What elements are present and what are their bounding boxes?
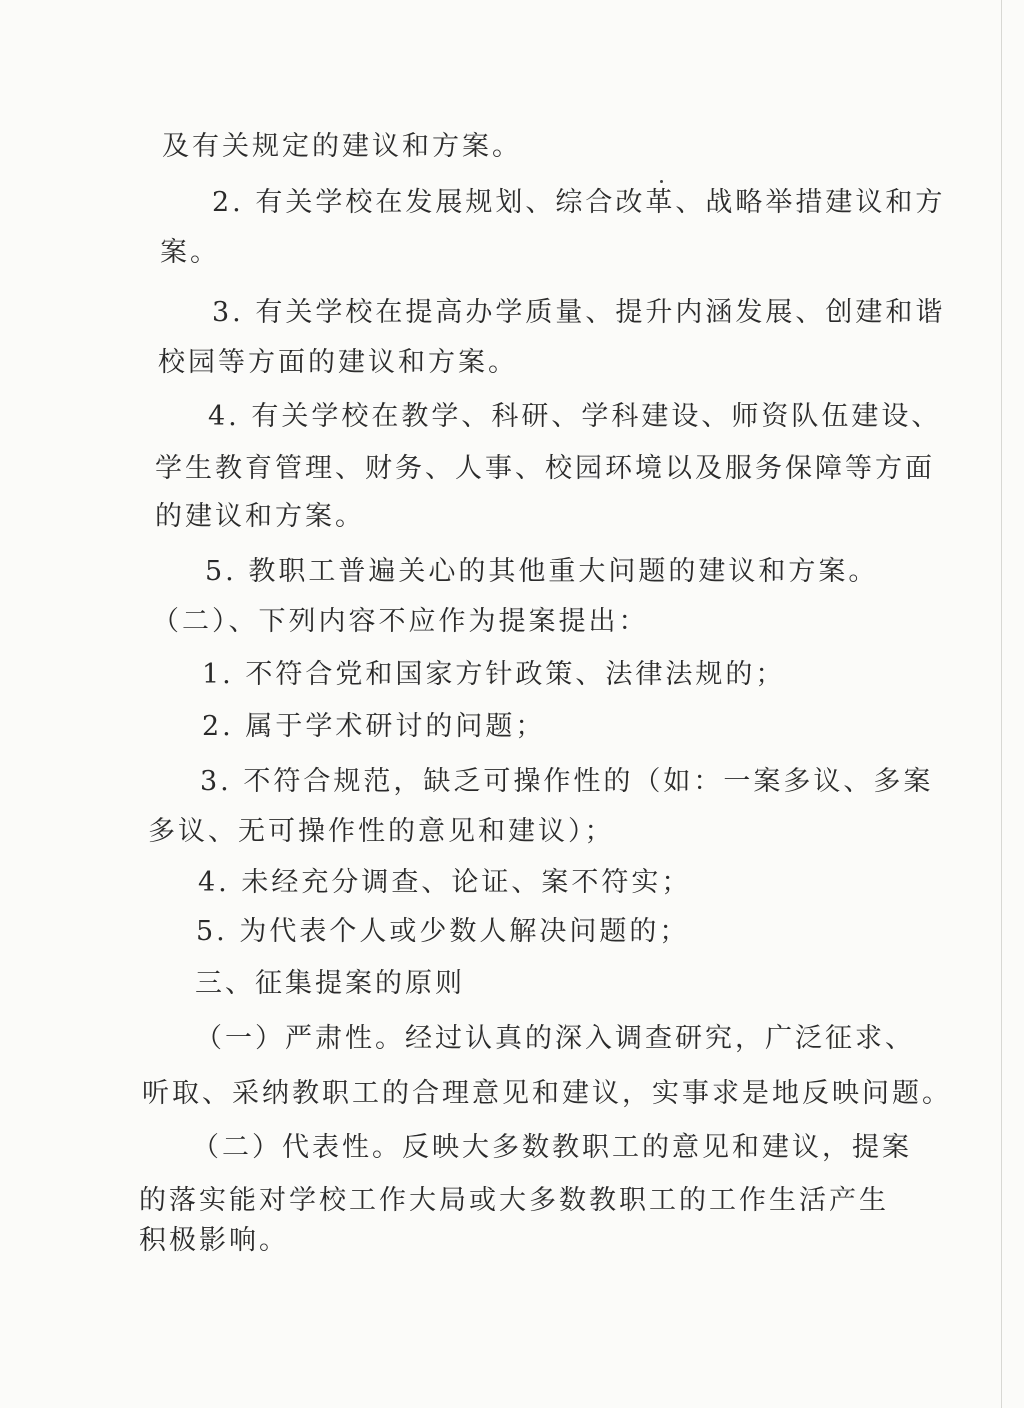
text-line-17: 三、征集提案的原则 <box>195 968 465 999</box>
text-line-7: 学生教育管理、财务、人事、校园环境以及服务保障等方面 <box>155 453 935 484</box>
text-line-19: 听取、采纳教职工的合理意见和建议，实事求是地反映问题。 <box>142 1078 952 1109</box>
text-line-20: （二）代表性。反映大多数教职工的意见和建议，提案 <box>192 1132 912 1163</box>
text-line-9: 5. 教职工普遍关心的其他重大问题的建议和方案。 <box>205 556 879 587</box>
text-line-4: 3. 有关学校在提高办学质量、提升内涵发展、创建和谐 <box>212 297 946 328</box>
text-line-6: 4. 有关学校在教学、科研、学科建设、师资队伍建设、 <box>208 401 942 432</box>
text-line-14: 多议、无可操作性的意见和建议）； <box>148 816 615 847</box>
text-line-22: 积极影响。 <box>139 1225 289 1256</box>
text-line-10: （二）、下列内容不应作为提案提出： <box>152 606 649 637</box>
text-line-12: 2. 属于学术研讨的问题； <box>202 711 546 742</box>
text-line-1: 及有关规定的建议和方案。 <box>162 131 522 162</box>
scan-speck <box>660 180 663 183</box>
text-line-13: 3. 不符合规范，缺乏可操作性的（如：一案多议、多案 <box>200 766 934 797</box>
text-line-16: 5. 为代表个人或少数人解决问题的； <box>196 916 690 947</box>
text-line-2: 2. 有关学校在发展规划、综合改革、战略举措建议和方 <box>212 187 946 218</box>
page-edge <box>1001 0 1002 1408</box>
text-line-18: （一）严肃性。经过认真的深入调查研究，广泛征求、 <box>195 1023 915 1054</box>
text-line-21: 的落实能对学校工作大局或大多数教职工的工作生活产生 <box>139 1185 889 1216</box>
text-line-15: 4. 未经充分调查、论证、案不符实； <box>198 867 692 898</box>
text-line-3: 案。 <box>160 237 220 268</box>
text-line-8: 的建议和方案。 <box>155 501 365 532</box>
text-line-5: 校园等方面的建议和方案。 <box>158 347 518 378</box>
text-line-11: 1. 不符合党和国家方针政策、法律法规的； <box>202 659 786 690</box>
